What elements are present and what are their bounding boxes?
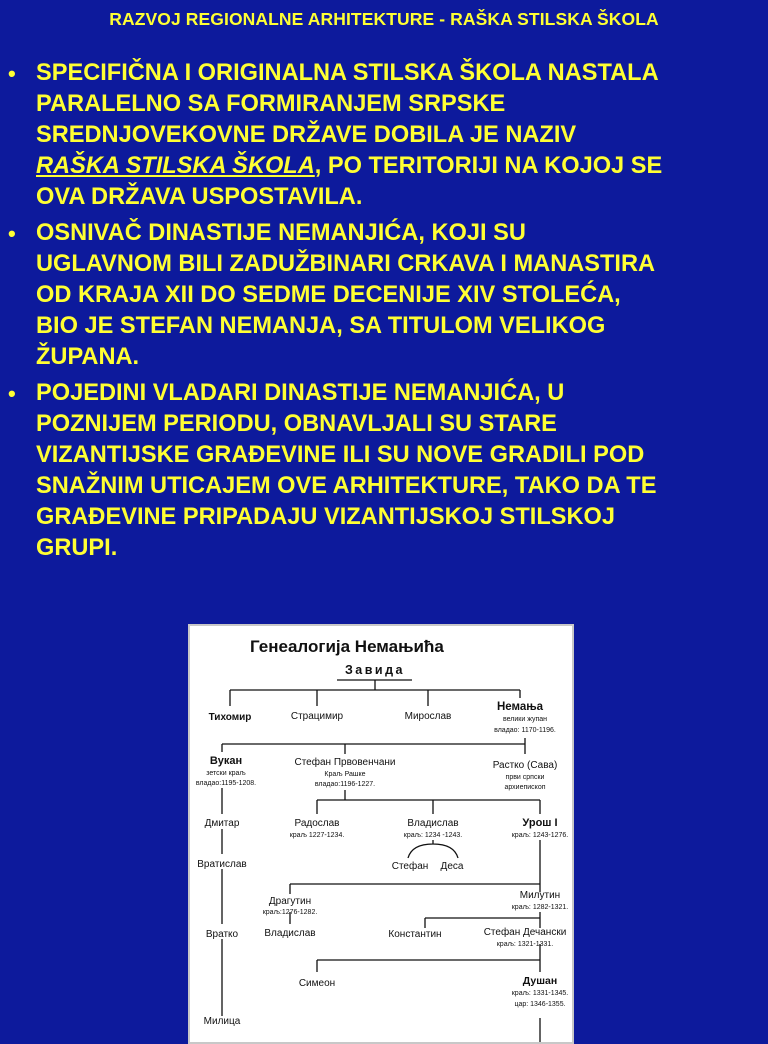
tree-node-milutin: Милутин (519, 890, 561, 901)
tree-node-radoslav: Радослав (294, 818, 340, 829)
tree-note: владао: 1170-1196. (494, 727, 556, 734)
tree-note: Краљ Рашке (324, 771, 366, 778)
tree-node-vladislav-2: Владислав (264, 928, 316, 939)
bullet-line: UGLAVNOM BILI ZADUŽBINARI CRKAVA I MANASTIRA (36, 251, 656, 277)
bullet-line (36, 151, 760, 182)
slide-title: RAZVOJ REGIONALNE ARHITEKTURE - RAŠKA STILSKA ŠKOLA (109, 9, 659, 29)
bullet-line: VIZANTIJSKE GRAĐEVINE ILI SU NOVE GRADILI POD (36, 442, 645, 468)
tree-node-dusan: Душан (522, 975, 558, 987)
tree-note: архиепископ (504, 784, 546, 791)
tree-node-desa: Деса (440, 861, 464, 872)
tree-note: цар: 1346-1355. (514, 1001, 566, 1008)
tree-note: краљ: 1243-1276. (511, 832, 569, 839)
tree-note: зетски краљ (206, 770, 246, 777)
tree-note: краљ: 1331-1345. (511, 990, 569, 997)
bullet-line-rest: , PO TERITORIJI NA KOJOJ SE (314, 153, 663, 179)
tree-node-nemanja: Немања (496, 701, 544, 713)
tree-note: први српски (505, 774, 545, 781)
tree-title: Генеалогија Немањића (250, 637, 444, 656)
tree-node-miroslav: Мирослав (404, 711, 452, 722)
bullet-line: SNAŽNIM UTICAJEM OVE ARHITEKTURE, TAKO DA TE (36, 473, 657, 499)
tree-note: краљ: 1282-1321. (511, 904, 569, 911)
bullet-line: GRUPI. (36, 535, 118, 561)
tree-node-stefan: Стефан (391, 861, 429, 872)
tree-note: краљ: 1234 -1243. (403, 832, 463, 839)
tree-note: велики жупан (502, 716, 548, 723)
tree-connectors (222, 680, 540, 1042)
bullet-line: OSNIVAČ DINASTIJE NEMANJIĆA, KOJI SU (36, 220, 526, 246)
tree-node-vratko: Вратко (205, 929, 239, 940)
tree-node-dmitar: Дмитар (204, 818, 240, 829)
bullet-list (0, 58, 768, 569)
tree-note: краљ:1276-1282. (262, 909, 318, 916)
emphasized-term: RAŠKA STILSKA ŠKOLA (36, 153, 315, 179)
tree-node-stracimir: Страцимир (290, 711, 344, 722)
bullet-line: SREDNJOVEKOVNE DRŽAVE DOBILA JE NAZIV (36, 122, 577, 148)
tree-node-vladislav: Владислав (407, 818, 459, 829)
bullet-line: OVA DRŽAVA USPOSTAVILA. (36, 184, 363, 210)
tree-node-simeon: Симеон (298, 978, 336, 989)
tree-node-stefan-decanski: Стефан Дечански (483, 927, 567, 938)
bullet-dot: • (8, 381, 16, 406)
bullet-line: OD KRAJA XII DO SEDME DECENIJE XIV STOLEĆA, (36, 282, 621, 308)
bullet-line: POJEDINI VLADARI DINASTIJE NEMANJIĆA, U (36, 380, 565, 406)
bullet-line: PARALELNO SA FORMIRANJEM SRPSKE (36, 91, 506, 117)
bullet-line: SPECIFIČNA I ORIGINALNA STILSKA ŠKOLA NASTALA (36, 60, 659, 86)
bullet-line: GRAĐEVINE PRIPADAJU VIZANTIJSKOJ STILSKOJ (36, 504, 616, 530)
tree-node-dragutin: Драгутин (268, 896, 312, 907)
tree-node-stefan-prvovencani: Стефан Првовенчани (294, 757, 396, 768)
tree-note: владао:1196-1227. (314, 781, 376, 788)
tree-node-rastko: Растко (Сава) (492, 760, 558, 771)
tree-node-tihomir: Тихомир (208, 712, 252, 723)
bullet-line: BIO JE STEFAN NEMANJA, SA TITULOM VELIKOG (36, 313, 606, 339)
tree-note: краљ: 1321-1331. (496, 941, 554, 948)
bullet-item-3 (0, 378, 768, 564)
tree-note: владао:1195-1208. (195, 780, 257, 787)
genealogy-figure (188, 624, 574, 1044)
bullet-item-2 (0, 218, 768, 373)
tree-node-vratislav: Вратислав (197, 859, 247, 870)
bullet-line: POZNIJEM PERIODU, OBNAVLJALI SU STARE (36, 411, 557, 437)
tree-node-uros: Урош I (522, 817, 558, 829)
genealogy-tree (190, 626, 572, 1042)
bullet-dot: • (8, 61, 16, 86)
bullet-item-1 (0, 58, 768, 213)
tree-node-vukan: Вукан (209, 755, 243, 767)
tree-node-milica: Милица (203, 1016, 241, 1027)
tree-node-konstantin: Константин (388, 929, 442, 940)
bullet-line: ŽUPANA. (36, 344, 140, 370)
tree-note: краљ 1227-1234. (289, 832, 345, 839)
tree-node-zavida: Завида (344, 663, 406, 677)
bullet-dot: • (8, 221, 16, 246)
